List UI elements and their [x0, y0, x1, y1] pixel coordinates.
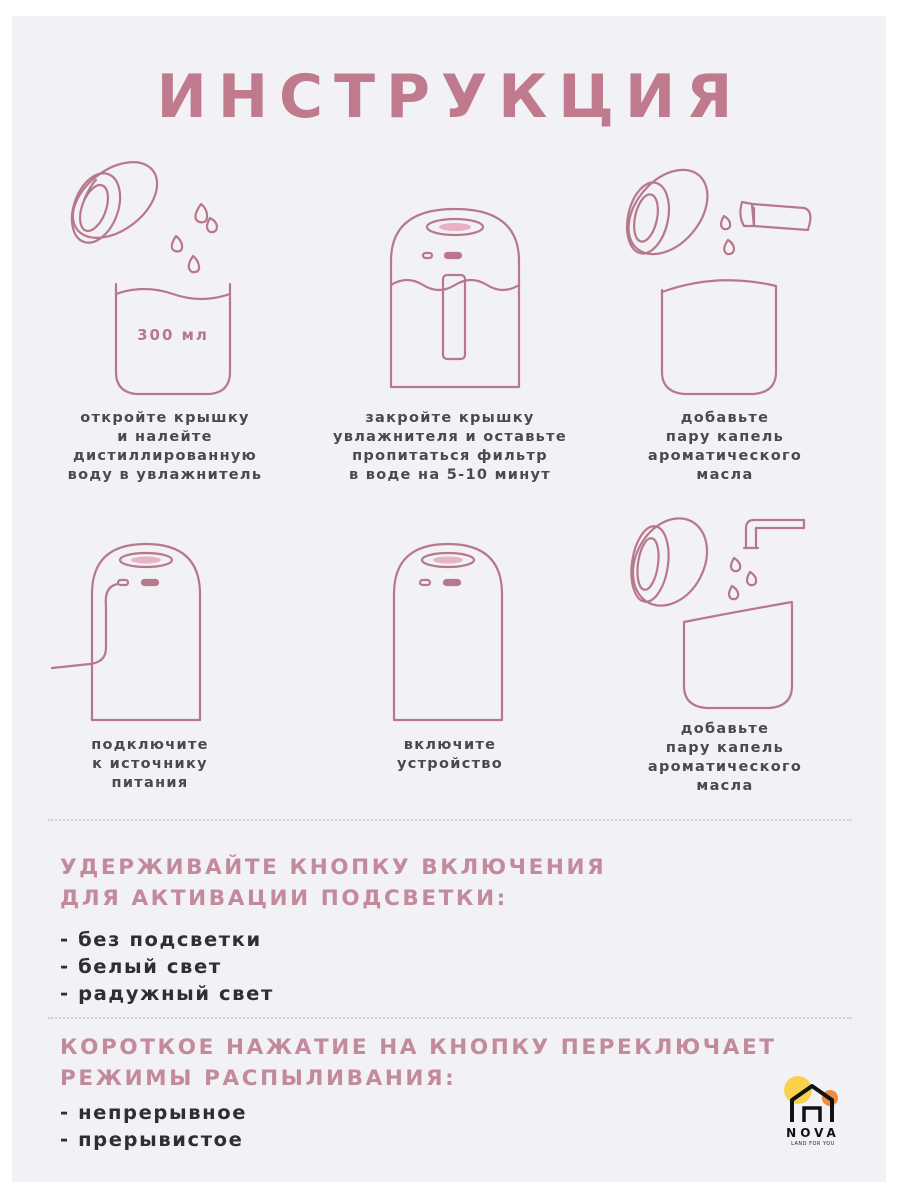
oil-drop-icon [721, 216, 734, 254]
pour-water-illustration [60, 160, 260, 400]
volume-label: 300 мл [137, 326, 209, 344]
spray-mode-heading: КОРОТКОЕ НАЖАТИЕ НА КНОПКУ ПЕРЕКЛЮЧАЕТ РЕЖИМЫ РАСПЫЛИВАНИЯ: [60, 1035, 777, 1091]
nova-logo [770, 1074, 856, 1154]
list-item: - белый свет [60, 955, 222, 978]
divider [48, 1017, 852, 1019]
list-item: - радужный свет [60, 982, 274, 1005]
humidifier-filter-illustration [385, 205, 525, 395]
list-item: - непрерывное [60, 1101, 248, 1124]
usb-cable-icon [52, 584, 118, 668]
step-3-caption: добавьте пару капель ароматического масла [647, 410, 803, 483]
lid-icon [620, 512, 722, 619]
logo-tagline: LAND FOR YOU [791, 1141, 835, 1147]
list-item: - без подсветки [60, 928, 262, 951]
list-item: - прерывистое [60, 1128, 244, 1151]
lid-icon [60, 160, 171, 253]
add-oil-illustration [612, 160, 822, 400]
cup-icon [684, 602, 792, 708]
step-6-caption: добавьте пару капель ароматического масла [647, 721, 803, 794]
step-5-caption: включите устройство [396, 737, 504, 772]
step-2-caption: закройте крышку увлажнителя и оставьте пропитаться фильтр в воде на 5-10 минут [333, 410, 567, 483]
logo-wordmark: NOVA [786, 1126, 840, 1140]
page-title: ИНСТРУКЦИЯ [156, 62, 744, 132]
oil-drop-icon [729, 558, 756, 599]
dropper-icon [744, 520, 804, 548]
power-on-illustration [388, 540, 508, 730]
usb-power-illustration [50, 540, 220, 730]
divider [48, 819, 852, 821]
house-logo-icon [770, 1074, 856, 1126]
oil-bottle-icon [740, 202, 810, 230]
step-1-caption: откройте крышку и налейте дистиллированную воду в увлажнитель [67, 410, 263, 483]
light-mode-list [60, 926, 274, 1007]
filter-icon [443, 275, 465, 359]
spray-mode-list [60, 1099, 247, 1153]
light-mode-heading: УДЕРЖИВАЙТЕ КНОПКУ ВКЛЮЧЕНИЯ ДЛЯ АКТИВАЦИИ ПОДСВЕТКИ: [60, 855, 607, 911]
cup-icon [662, 280, 776, 394]
add-oil-dropper-illustration [620, 512, 820, 712]
step-4-caption: подключите к источнику питания [91, 737, 209, 791]
water-droplet-icon [172, 204, 217, 272]
lid-icon [613, 160, 724, 269]
